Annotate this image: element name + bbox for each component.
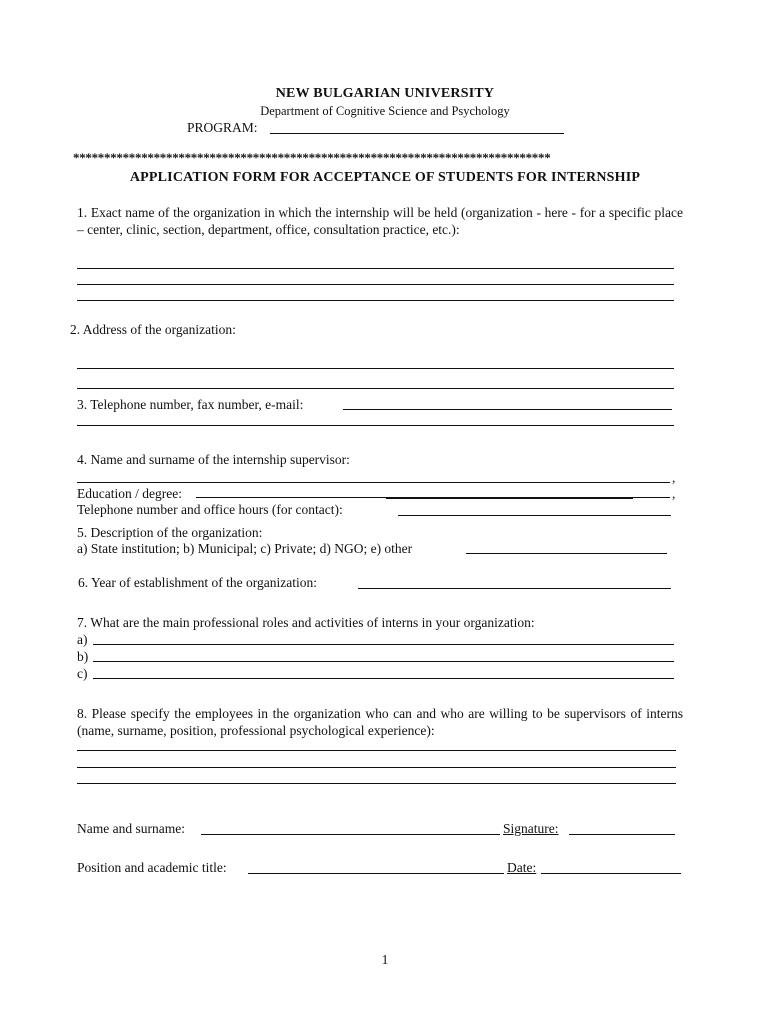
question-3-text: 3. Telephone number, fax number, e-mail:	[77, 397, 304, 412]
q8-answer-line-1[interactable]	[77, 750, 676, 751]
comma-2: ,	[672, 486, 676, 501]
question-2-text: 2. Address of the organization:	[70, 322, 236, 337]
university-name: NEW BULGARIAN UNIVERSITY	[275, 86, 495, 101]
item-c-label: c)	[77, 666, 88, 681]
q2-answer-line-1[interactable]	[77, 368, 674, 369]
year-field[interactable]	[358, 588, 671, 589]
page-number: 1	[381, 952, 389, 967]
q2-answer-line-2[interactable]	[77, 388, 674, 389]
organization-type-options: a) State institution; b) Municipal; c) Private; d) NGO; e) other	[77, 541, 413, 556]
comma-1: ,	[672, 470, 676, 485]
phone-hours-field[interactable]	[398, 515, 671, 516]
item-b-field[interactable]	[93, 661, 674, 662]
stars-divider: *****************************************************************************	[73, 150, 551, 165]
q1-answer-line-1[interactable]	[77, 268, 674, 269]
date-label: Date:	[507, 860, 537, 875]
q8-answer-line-3[interactable]	[77, 783, 676, 784]
position-title-label: Position and academic title:	[77, 860, 227, 875]
name-surname-label: Name and surname:	[77, 821, 185, 836]
form-title: APPLICATION FORM FOR ACCEPTANCE OF STUDENTS FOR INTERNSHIP	[129, 170, 641, 185]
question-4-text: 4. Name and surname of the internship supervisor:	[77, 452, 350, 467]
position-title-field[interactable]	[248, 873, 504, 874]
signature-field[interactable]	[569, 834, 675, 835]
program-label: PROGRAM:	[187, 120, 258, 135]
phone-hours-label: Telephone number and office hours (for contact):	[77, 502, 343, 517]
q1-answer-line-3[interactable]	[77, 300, 674, 301]
question-7-text: 7. What are the main professional roles and activities of interns in your organization:	[77, 615, 535, 630]
program-field[interactable]	[270, 133, 564, 134]
question-1-text: 1. Exact name of the organization in which the internship will be held (organization - here - for a specific place – center, clinic, section, department, office, consultation practice, etc.):	[77, 205, 683, 237]
signature-label: Signature:	[503, 821, 559, 836]
department-name: Department of Cognitive Science and Psychology	[260, 104, 510, 118]
item-a-field[interactable]	[93, 644, 674, 645]
q3-inline-field[interactable]	[343, 409, 672, 410]
education-label: Education / degree:	[77, 486, 182, 501]
item-b-label: b)	[77, 649, 89, 664]
item-a-label: a)	[77, 632, 88, 647]
q8-answer-line-2[interactable]	[77, 767, 676, 768]
date-field[interactable]	[541, 873, 681, 874]
other-type-field[interactable]	[466, 553, 667, 554]
question-5-text: 5. Description of the organization:	[77, 525, 263, 540]
question-8-text: 8. Please specify the employees in the organization who can and who are willing to be supervisors of interns (name, surname, position, professional psychological experience):	[77, 706, 683, 738]
q1-answer-line-2[interactable]	[77, 284, 674, 285]
item-c-field[interactable]	[93, 678, 674, 679]
education-field-underline	[386, 498, 633, 499]
question-6-text: 6. Year of establishment of the organization:	[78, 575, 317, 590]
supervisor-name-field[interactable]	[77, 482, 670, 483]
q3-answer-line[interactable]	[77, 425, 674, 426]
name-surname-field[interactable]	[201, 834, 500, 835]
